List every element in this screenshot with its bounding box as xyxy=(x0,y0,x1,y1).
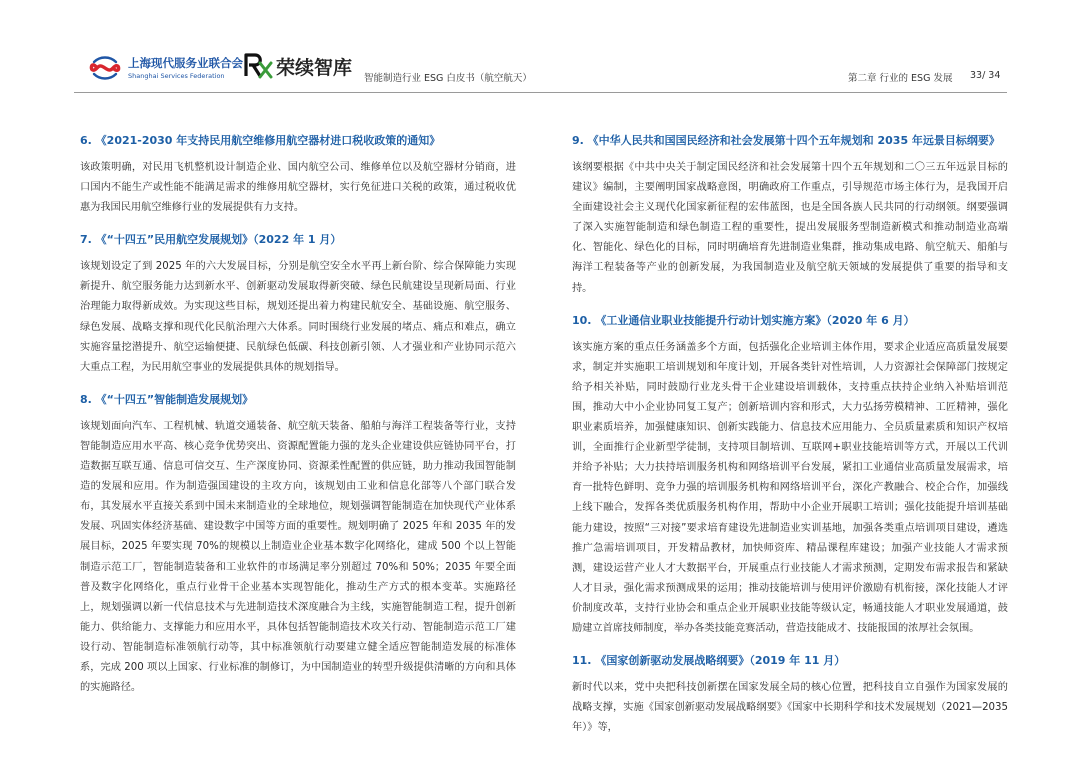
section-title: 7. 《“十四五”民用航空发展规划》（2022 年 1 月） xyxy=(80,233,342,247)
section-title: 8. 《“十四五”智能制造发展规划》 xyxy=(80,392,254,406)
page-number: 33/ 34 xyxy=(970,70,1001,81)
left-column xyxy=(80,133,516,712)
page-header xyxy=(0,0,1080,96)
section-body: 该政策明确，对民用飞机整机设计制造企业、国内航空公司、维修单位以及航空器材分销商，进口国内不能生产或性能不能满足需求的维修用航空器材，实行免征进口关税的政策，通过税收优惠为我国民用航空维修行业的发展提供有力支持。 xyxy=(80,162,516,214)
section-title: 10. 《工业通信业职业技能提升行动计划实施方案》（2020 年 6 月） xyxy=(572,313,915,327)
right-column xyxy=(572,133,1008,752)
section-body: 新时代以来，党中央把科技创新摆在国家发展全局的核心位置，把科技自立自强作为国家发展的战略支撑，实施《国家创新驱动发展战略纲要》《国家中长期科学和技术发展规划（2021—2035 年）》等， xyxy=(572,682,1008,734)
ssf-logo xyxy=(88,52,243,86)
section-body: 该规划面向汽车、工程机械、轨道交通装备、航空航天装备、船舶与海洋工程装备等行业，支持智能制造应用水平高、核心竞争优势突出、资源配置能力强的龙头企业建设供应链协同平台，打造数据互联互通、信息可信交互、生产深度协同、资源柔性配置的供应链，助力推动我国智能制造的发展和应用。作为制造强国建设的主攻方向，该规划由工业和信息化部等八个部门联合发布，其发展水平直接关系到中国未来制造业的全球地位，规划强调智能制造在加快现代产业体系发展、巩固实体经济基础、建设数字中国等方面的重要性。规划明确了 2025 年和 2035 年的发展目标，2025 年要实现 70%的规模以上制造业企业基本数字化网络化，建成 500 个以上智能制造示范工厂，智能制造装备和工业软件的市场满足率分别超过 70%和 50%；2035 年要全面普及数字化网络化，重点行业骨干企业基本实现智能化，推动生产方式的根本变革。实施路径上，规划强调以新一代信息技术与先进制造技术深度融合为主线，实施智能制造工程，提升创新能力、供给能力、支撑能力和应用水平，具体包括智能制造技术攻关行动、智能制造示范工厂建设行动、智能制造标准领航行动等，其中标准领航行动要建立健全适应智能制造发展的标准体系，完成 200 项以上国家、行业标准的制修订，为中国制造业的转型升级提供清晰的方向和具体的实施路径。 xyxy=(80,420,516,694)
org-name: 上海现代服务业联合会 xyxy=(128,56,243,70)
org-name-en: Shanghai Services Federation xyxy=(128,72,225,80)
brand-logo-icon xyxy=(243,50,273,80)
section-body: 该规划设定了到 2025 年的六大发展目标，分别是航空安全水平再上新台阶、综合保障能力实现新提升、航空服务能力达到新水平、创新驱动发展取得新突破、绿色民航建设呈现新局面、行业治理能力取得新成效。为实现这些目标，规划还提出着力构建民航安全、基础设施、航空服务、绿色发展、战略支撑和现代化民航治理六大体系。同时围绕行业发展的堵点、痛点和难点，确立实施容量挖潜提升、航空运输便捷、民航绿色低碳、科技创新引领、人才强业和产业协同示范六大重点工程，为民用航空事业的发展提供具体的规划指导。 xyxy=(80,261,516,373)
section-title: 11. 《国家创新驱动发展战略纲要》（2019 年 11 月） xyxy=(572,654,846,668)
section-body: 该纲要根据《中共中央关于制定国民经济和社会发展第十四个五年规划和二〇三五年远景目标的建议》编制，主要阐明国家战略意图，明确政府工作重点，引导规范市场主体行为，是我国开启全面建设社会主义现代化国家新征程的宏伟蓝图，也是全国各族人民共同的行动纲领。纲要强调了深入实施智能制造和绿色制造工程的重要性，提出发展服务型制造新模式和推动制造业高端化、智能化、绿色化的目标，同时明确培育先进制造业集群，推动集成电路、航空航天、船舶与海洋工程装备等产业的创新发展，为我国制造业及航空航天领域的发展提供了重要的指导和支持。 xyxy=(572,162,1008,294)
section-title: 9. 《中华人民共和国国民经济和社会发展第十四个五年规划和 2035 年远景目标纲要》 xyxy=(572,134,1000,147)
header-divider xyxy=(74,92,1007,93)
brand-name: 荣续智库 xyxy=(276,57,353,79)
chapter-title: 第二章 行业的 ESG 发展 xyxy=(848,73,953,84)
document-title: 智能制造行业 ESG 白皮书（航空航天） xyxy=(364,73,532,84)
section-body: 该实施方案的重点任务涵盖多个方面，包括强化企业培训主体作用，要求企业适应高质量发展要求，制定并实施职工培训规划和年度计划，开展各类针对性培训，人力资源社会保障部门按规定给予相关补贴，同时鼓励行业龙头骨干企业建设培训载体，支持重点扶持企业纳入补贴培训范围，推动大中小企业协同复工复产；创新培训内容和形式，大力弘扬劳模精神、工匠精神，强化职业素质培养，加强健康知识、创新实践能力、信息技术应用能力、全员质量素质和知识产权培训，全面推行企业新型学徒制，支持项目制培训、互联网+职业技能培训等方式，开展以工代训并给予补贴；大力扶持培训服务机构和网络培训平台发展，紧扣工业通信业高质量发展需求，培育一批特色鲜明、竞争力强的培训服务机构和网络培训平台，深化产教融合、校企合作，加强线上线下融合，发挥各类优质服务机构作用，帮助中小企业开展职工培训；强化技能提升培训基础能力建设，按照“三对接”要求培育建设先进制造业实训基地，加强各类重点培训项目建设，遴选推广急需培训项目，开发精品教材，加快师资库、精品课程库建设；加强产业技能人才需求预测，建设运营产业人才大数据平台，开展重点行业技能人才需求预测，定期发布需求报告和紧缺人才目录，强化需求预测成果的运用；推动技能培训与使用评价激励有机衔接，深化技能人才评价制度改革，支持行业协会和重点企业开展职业技能等级认定，畅通技能人才职业发展通道，鼓励建立首席技师制度，举办各类技能竞赛活动，营造技能成才、技能报国的浓厚社会氛围。 xyxy=(572,341,1008,634)
brand-logo xyxy=(243,50,363,84)
section-title: 6. 《2021-2030 年支持民用航空维修用航空器材进口税收政策的通知》 xyxy=(80,134,441,147)
ssf-logo-icon xyxy=(88,54,122,82)
